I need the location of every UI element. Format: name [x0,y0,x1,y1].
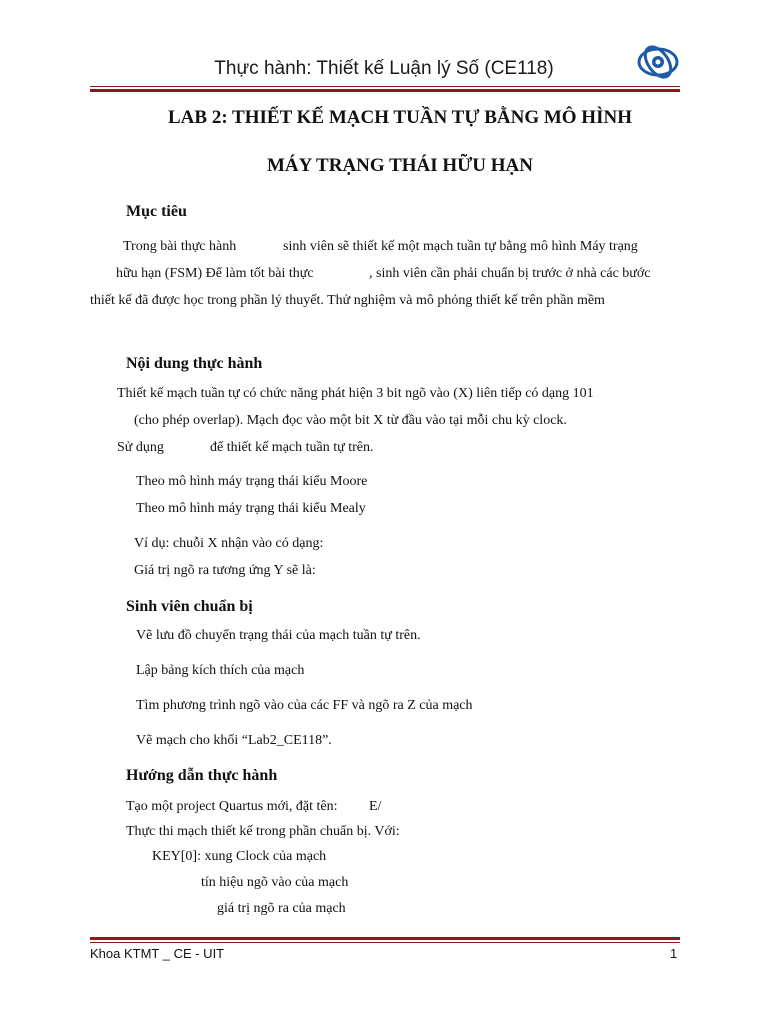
content-heading: Nội dung thực hành [126,355,263,372]
page-title-line-1: LAB 2: THIẾT KẾ MẠCH TUẦN TỰ BẰNG MÔ HÌNH [168,107,632,128]
prep-item-1: Vẽ lưu đồ chuyển trạng thái của mạch tuần tự trên. [136,628,421,643]
footer-rule-thick [90,937,680,940]
guide-line-5: giá trị ngõ ra của mạch [217,901,346,916]
objectives-heading: Mục tiêu [126,203,187,220]
prep-item-2: Lập bảng kích thích của mạch [136,663,305,678]
guide-line-1b: E/ [369,799,382,814]
content-example-1: Ví dụ: chuỗi X nhận vào có dạng: [134,536,324,551]
objectives-line-2b: , sinh viên cần phải chuẩn bị trước ở nhà các bước [369,266,651,281]
objectives-line-2a: hữu hạn (FSM) Để làm tốt bài thực [116,266,314,281]
guide-line-2: Thực thi mạch thiết kế trong phần chuẩn bị. Với: [126,824,400,839]
content-line-1: Thiết kế mạch tuần tự có chức năng phát hiện 3 bit ngõ vào (X) liên tiếp có dạng 101 [117,386,594,401]
header-rule-thin [90,86,680,87]
prep-heading: Sinh viên chuẩn bị [126,598,253,615]
objectives-line-3: thiết kế đã được học trong phần lý thuyết. Thử nghiệm và mô phỏng thiết kế trên phần mềm [90,293,605,308]
header-rule-thick [90,89,680,92]
content-line-3a: Sử dụng [117,440,164,455]
guide-line-4: tín hiệu ngõ vào của mạch [201,875,349,890]
objectives-line-1a: Trong bài thực hành [123,239,237,254]
uit-logo-icon [636,42,680,82]
prep-item-3: Tìm phương trình ngõ vào của các FF và ngõ ra Z của mạch [136,698,473,713]
footer-department: Khoa KTMT _ CE - UIT [90,946,225,961]
prep-item-4: Vẽ mạch cho khối “Lab2_CE118”. [136,733,332,748]
content-line-3b: để thiết kế mạch tuần tự trên. [210,440,374,455]
content-example-2: Giá trị ngõ ra tương ứng Y sẽ là: [134,563,316,578]
page-title-line-2: MÁY TRẠNG THÁI HỮU HẠN [266,155,533,176]
header-title: Thực hành: Thiết kế Luận lý Số (CE118) [214,58,554,79]
content-moore: Theo mô hình máy trạng thái kiểu Moore [136,474,368,489]
guide-heading: Hướng dẫn thực hành [126,767,278,784]
content-mealy: Theo mô hình máy trạng thái kiểu Mealy [136,501,366,516]
guide-line-3: KEY[0]: xung Clock của mạch [152,849,327,864]
footer-rule-thin [90,942,680,943]
objectives-line-1b: sinh viên sẽ thiết kế một mạch tuần tự bằng mô hình Máy trạng [283,239,638,254]
footer-page-number: 1 [670,946,678,961]
guide-line-1a: Tạo một project Quartus mới, đặt tên: [126,799,338,814]
content-line-2: (cho phép overlap). Mạch đọc vào một bit X từ đầu vào tại mỗi chu kỳ clock. [134,413,567,428]
